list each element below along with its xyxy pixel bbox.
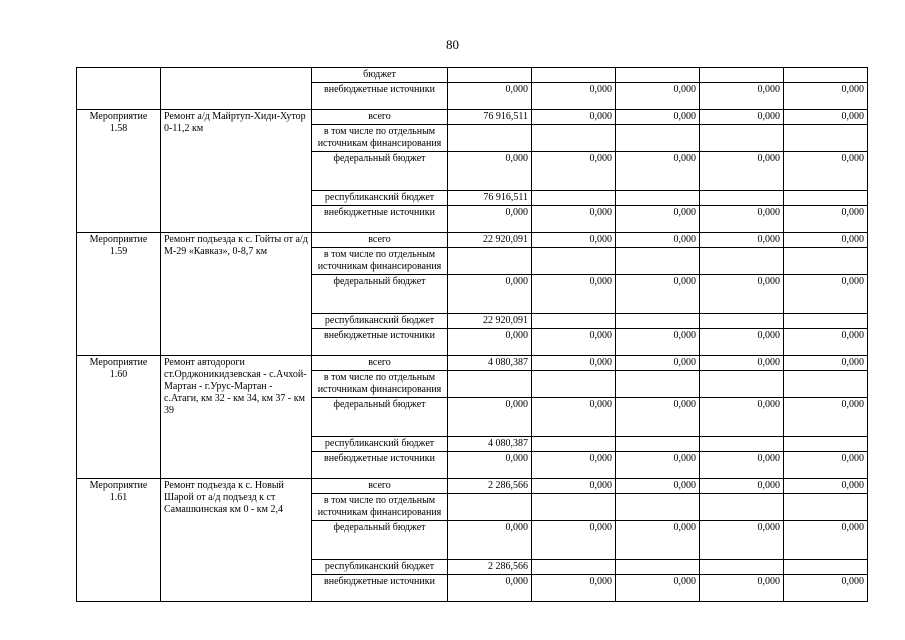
value-cell <box>616 125 700 152</box>
funding-source-cell: бюджет <box>312 68 448 83</box>
value-cell: 0,000 <box>784 110 868 125</box>
value-cell: 0,000 <box>532 152 616 191</box>
funding-source-cell: всего <box>312 110 448 125</box>
value-cell: 0,000 <box>616 329 700 356</box>
funding-source-cell: внебюджетные источники <box>312 452 448 479</box>
funding-source-cell: всего <box>312 479 448 494</box>
value-cell: 0,000 <box>784 83 868 110</box>
value-cell <box>700 437 784 452</box>
value-cell <box>784 371 868 398</box>
value-cell <box>784 314 868 329</box>
value-cell <box>532 560 616 575</box>
funding-source-cell: федеральный бюджет <box>312 275 448 314</box>
budget-table <box>76 67 868 602</box>
event-name-cell: Ремонт подъезда к с. Гойты от а/д М-29 «Кавказ», 0-8,7 км <box>161 233 312 356</box>
value-cell: 0,000 <box>700 83 784 110</box>
value-cell <box>700 248 784 275</box>
value-cell <box>700 371 784 398</box>
value-cell <box>700 314 784 329</box>
value-cell <box>616 191 700 206</box>
value-cell <box>616 371 700 398</box>
value-cell: 0,000 <box>700 479 784 494</box>
value-cell <box>700 560 784 575</box>
funding-source-cell: внебюджетные источники <box>312 575 448 602</box>
value-cell: 2 286,566 <box>448 560 532 575</box>
value-cell: 0,000 <box>700 275 784 314</box>
value-cell <box>784 125 868 152</box>
value-cell <box>784 191 868 206</box>
event-cell: Мероприятие 1.59 <box>77 233 161 356</box>
value-cell <box>448 494 532 521</box>
funding-source-cell: внебюджетные источники <box>312 206 448 233</box>
funding-source-cell: всего <box>312 233 448 248</box>
value-cell: 0,000 <box>532 206 616 233</box>
value-cell: 0,000 <box>616 152 700 191</box>
value-cell: 0,000 <box>700 329 784 356</box>
value-cell <box>700 125 784 152</box>
value-cell: 4 080,387 <box>448 437 532 452</box>
value-cell <box>532 494 616 521</box>
value-cell <box>616 314 700 329</box>
value-cell <box>700 68 784 83</box>
value-cell <box>700 191 784 206</box>
funding-source-cell: федеральный бюджет <box>312 152 448 191</box>
value-cell <box>532 371 616 398</box>
value-cell: 0,000 <box>784 152 868 191</box>
value-cell: 0,000 <box>616 275 700 314</box>
value-cell <box>784 560 868 575</box>
value-cell: 0,000 <box>700 575 784 602</box>
value-cell: 0,000 <box>532 356 616 371</box>
value-cell: 0,000 <box>448 398 532 437</box>
value-cell: 0,000 <box>616 521 700 560</box>
table-body <box>77 68 868 602</box>
value-cell <box>616 437 700 452</box>
value-cell <box>532 314 616 329</box>
value-cell: 0,000 <box>784 206 868 233</box>
value-cell: 22 920,091 <box>448 233 532 248</box>
value-cell: 0,000 <box>532 83 616 110</box>
table-row <box>77 110 868 125</box>
table-row <box>77 233 868 248</box>
value-cell: 0,000 <box>532 275 616 314</box>
value-cell: 0,000 <box>700 398 784 437</box>
funding-source-cell: федеральный бюджет <box>312 521 448 560</box>
value-cell <box>532 125 616 152</box>
value-cell: 0,000 <box>448 152 532 191</box>
value-cell: 0,000 <box>448 329 532 356</box>
event-cell <box>77 68 161 110</box>
value-cell: 0,000 <box>616 233 700 248</box>
event-name-cell: Ремонт а/д Майртуп-Хиди-Хутор 0-11,2 км <box>161 110 312 233</box>
value-cell: 0,000 <box>784 452 868 479</box>
event-name-cell <box>161 68 312 110</box>
value-cell: 0,000 <box>532 329 616 356</box>
value-cell <box>532 68 616 83</box>
event-cell: Мероприятие 1.61 <box>77 479 161 602</box>
value-cell: 0,000 <box>532 452 616 479</box>
value-cell: 0,000 <box>448 452 532 479</box>
value-cell <box>448 371 532 398</box>
value-cell <box>532 437 616 452</box>
value-cell <box>784 437 868 452</box>
value-cell <box>448 248 532 275</box>
value-cell: 0,000 <box>532 398 616 437</box>
value-cell: 0,000 <box>532 479 616 494</box>
value-cell <box>616 494 700 521</box>
table-row <box>77 68 868 83</box>
value-cell <box>616 68 700 83</box>
value-cell <box>532 191 616 206</box>
event-name-cell: Ремонт автодороги ст.Орджоникидзевская - с.Ачхой-Мартан - г.Урус-Мартан - с.Атаги, км 32 - км 34, км 37 - км 39 <box>161 356 312 479</box>
value-cell: 0,000 <box>784 233 868 248</box>
value-cell <box>784 494 868 521</box>
funding-source-cell: федеральный бюджет <box>312 398 448 437</box>
value-cell: 0,000 <box>784 479 868 494</box>
value-cell: 0,000 <box>616 110 700 125</box>
event-name-cell: Ремонт подъезда к с. Новый Шарой от а/д подъезд к ст Самашкинская км 0 - км 2,4 <box>161 479 312 602</box>
value-cell: 76 916,511 <box>448 191 532 206</box>
value-cell: 0,000 <box>784 575 868 602</box>
value-cell: 0,000 <box>532 110 616 125</box>
funding-source-cell: в том числе по отдельным источникам финансирования <box>312 248 448 275</box>
funding-source-cell: внебюджетные источники <box>312 83 448 110</box>
value-cell: 2 286,566 <box>448 479 532 494</box>
value-cell <box>616 248 700 275</box>
funding-source-cell: в том числе по отдельным источникам финансирования <box>312 125 448 152</box>
value-cell: 0,000 <box>448 575 532 602</box>
value-cell <box>784 68 868 83</box>
value-cell: 0,000 <box>784 275 868 314</box>
funding-source-cell: внебюджетные источники <box>312 329 448 356</box>
value-cell: 0,000 <box>616 575 700 602</box>
value-cell: 0,000 <box>532 575 616 602</box>
value-cell: 0,000 <box>700 206 784 233</box>
funding-source-cell: в том числе по отдельным источникам финансирования <box>312 371 448 398</box>
value-cell: 0,000 <box>784 398 868 437</box>
event-cell: Мероприятие 1.60 <box>77 356 161 479</box>
value-cell: 0,000 <box>616 83 700 110</box>
value-cell: 22 920,091 <box>448 314 532 329</box>
value-cell: 4 080,387 <box>448 356 532 371</box>
value-cell: 0,000 <box>532 521 616 560</box>
value-cell: 76 916,511 <box>448 110 532 125</box>
value-cell: 0,000 <box>616 356 700 371</box>
value-cell: 0,000 <box>616 206 700 233</box>
value-cell: 0,000 <box>616 479 700 494</box>
value-cell <box>448 125 532 152</box>
value-cell: 0,000 <box>532 233 616 248</box>
value-cell: 0,000 <box>784 521 868 560</box>
funding-source-cell: республиканский бюджет <box>312 437 448 452</box>
value-cell: 0,000 <box>448 83 532 110</box>
page-number: 80 <box>446 37 459 52</box>
funding-source-cell: всего <box>312 356 448 371</box>
value-cell: 0,000 <box>448 206 532 233</box>
funding-source-cell: республиканский бюджет <box>312 191 448 206</box>
value-cell <box>532 248 616 275</box>
table-row <box>77 479 868 494</box>
value-cell: 0,000 <box>700 110 784 125</box>
value-cell: 0,000 <box>448 275 532 314</box>
funding-source-cell: республиканский бюджет <box>312 314 448 329</box>
value-cell <box>700 494 784 521</box>
value-cell: 0,000 <box>448 521 532 560</box>
value-cell <box>784 248 868 275</box>
funding-source-cell: в том числе по отдельным источникам финансирования <box>312 494 448 521</box>
table-row <box>77 356 868 371</box>
value-cell: 0,000 <box>700 452 784 479</box>
value-cell <box>616 560 700 575</box>
value-cell: 0,000 <box>700 521 784 560</box>
funding-source-cell: республиканский бюджет <box>312 560 448 575</box>
value-cell: 0,000 <box>700 233 784 248</box>
event-cell: Мероприятие 1.58 <box>77 110 161 233</box>
value-cell: 0,000 <box>616 398 700 437</box>
value-cell: 0,000 <box>700 356 784 371</box>
value-cell: 0,000 <box>784 329 868 356</box>
value-cell: 0,000 <box>616 452 700 479</box>
value-cell <box>448 68 532 83</box>
value-cell: 0,000 <box>784 356 868 371</box>
value-cell: 0,000 <box>700 152 784 191</box>
